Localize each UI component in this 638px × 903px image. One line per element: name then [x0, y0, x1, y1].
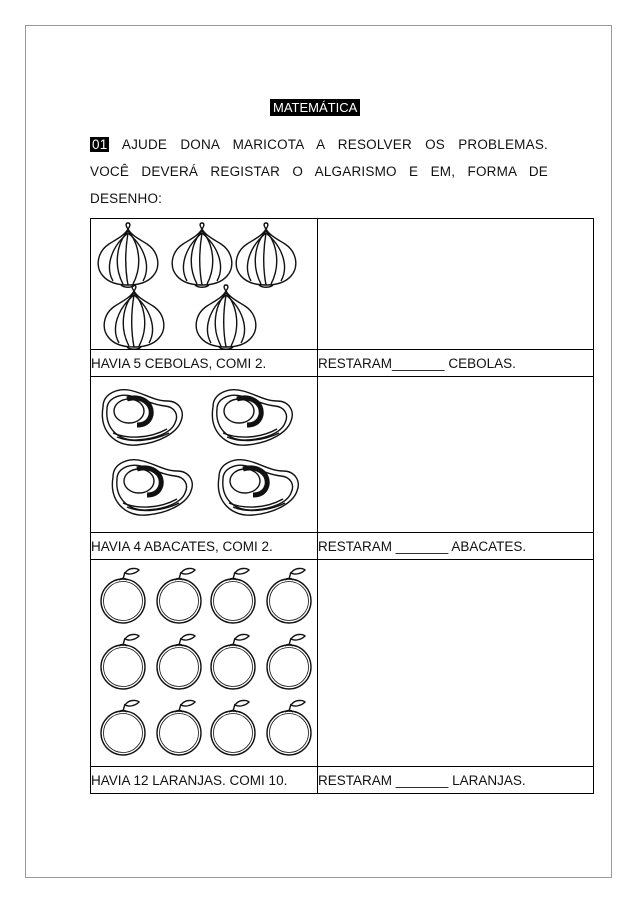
- oranges-picture-cell: [91, 560, 318, 767]
- orange-icon: [263, 634, 315, 690]
- oranges-text-row: [91, 767, 594, 794]
- oranges-drawing-answer-area[interactable]: [318, 560, 594, 767]
- onions-prompt: HAVIA 5 CEBOLAS, COMI 2.: [91, 350, 318, 377]
- onion-icon: [95, 223, 161, 287]
- orange-icon: [207, 700, 259, 756]
- onions-picture-row: [91, 219, 594, 350]
- onions-drawing-answer-area[interactable]: [318, 219, 594, 350]
- question-number: 01: [92, 137, 108, 152]
- avocado-icon: [97, 385, 185, 449]
- oranges-answer-line[interactable]: RESTARAM _______ LARANJAS.: [318, 767, 594, 794]
- orange-icon: [263, 700, 315, 756]
- orange-icon: [153, 634, 205, 690]
- instruction-line-2: VOCÊ DEVERÁ REGISTAR O ALGARISMO E EM, FORMA DE: [90, 164, 548, 179]
- orange-icon: [153, 700, 205, 756]
- avocados-prompt: HAVIA 4 ABACATES, COMI 2.: [91, 533, 318, 560]
- avocados-picture-row: [91, 377, 594, 533]
- orange-icon: [97, 634, 149, 690]
- orange-icon: [97, 700, 149, 756]
- orange-icon: [153, 568, 205, 624]
- orange-icon: [207, 634, 259, 690]
- orange-icon: [97, 568, 149, 624]
- avocados-picture-cell: [91, 377, 318, 533]
- avocados-answer-line[interactable]: RESTARAM _______ ABACATES.: [318, 533, 594, 560]
- oranges-picture-row: [91, 560, 594, 767]
- onions-drawing: [91, 219, 317, 349]
- avocados-drawing-answer-area[interactable]: [318, 377, 594, 533]
- onions-answer-line[interactable]: RESTARAM_______ CEBOLAS.: [318, 350, 594, 377]
- onion-icon: [193, 285, 259, 349]
- onion-icon: [169, 223, 235, 287]
- orange-icon: [207, 568, 259, 624]
- onions-picture-cell: [91, 219, 318, 350]
- avocados-drawing: [91, 377, 317, 532]
- avocado-icon: [213, 455, 301, 519]
- instruction-line-3: DESENHO:: [90, 191, 163, 206]
- oranges-prompt: HAVIA 12 LARANJAS. COMI 10.: [91, 767, 318, 794]
- onion-icon: [101, 285, 167, 349]
- orange-icon: [263, 568, 315, 624]
- oranges-drawing: [91, 560, 317, 766]
- avocados-text-row: [91, 533, 594, 560]
- avocado-icon: [107, 455, 195, 519]
- instruction-line-1: [90, 137, 548, 153]
- onion-icon: [233, 223, 299, 287]
- page-title: MATEMÁTICA: [270, 99, 360, 116]
- avocado-icon: [207, 385, 295, 449]
- worksheet-table: [90, 218, 594, 794]
- instruction-text-1: AJUDE DONA MARICOTA A RESOLVER OS PROBLEMAS.: [121, 137, 548, 152]
- onions-text-row: [91, 350, 594, 377]
